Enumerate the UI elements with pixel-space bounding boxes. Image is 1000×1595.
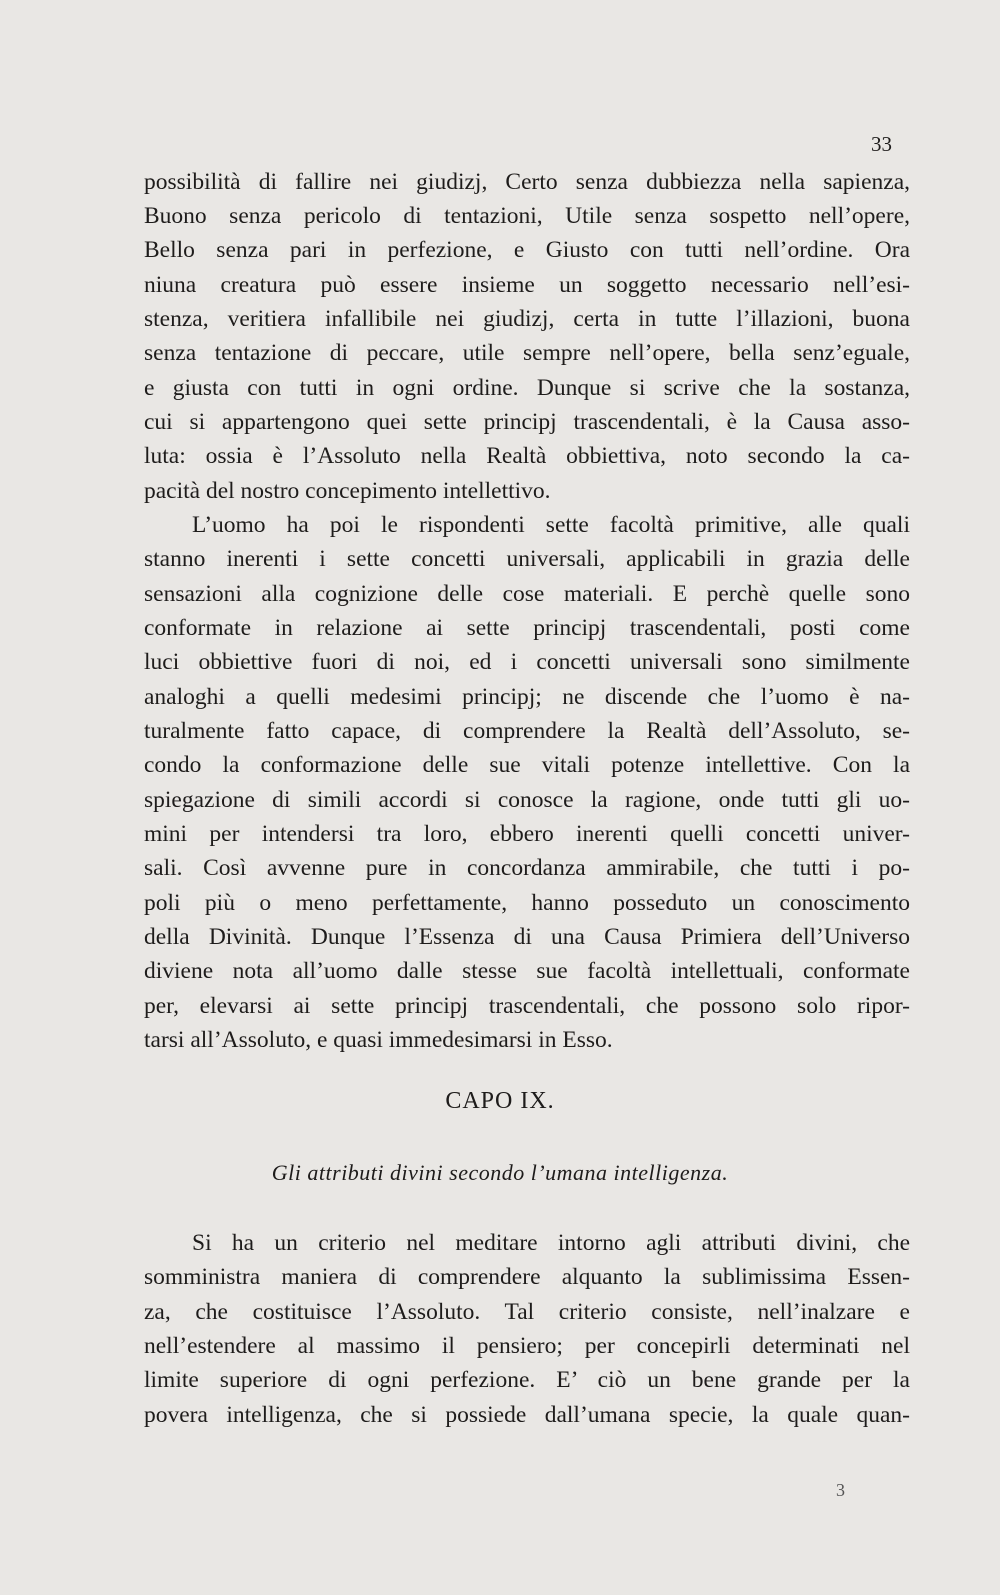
text-line: poli più o meno perfettamente, hanno posseduto un conoscimento xyxy=(144,890,910,916)
text-line: cui si appartengono quei sette principj trascendentali, è la Causa asso- xyxy=(144,409,910,435)
chapter-heading: CAPO IX. xyxy=(445,1088,555,1114)
text-line: limite superiore di ogni perfezione. E’ ciò un bene grande per la xyxy=(144,1367,910,1393)
text-line: turalmente fatto capace, di comprendere la Realtà dell’Assoluto, se- xyxy=(144,718,910,744)
text-line: conformate in relazione ai sette principj trascendentali, posti come xyxy=(144,615,910,641)
text-line: stenza, veritiera infallibile nei giudizj, certa in tutte l’illazioni, buona xyxy=(144,306,910,332)
text-line: Bello senza pari in perfezione, e Giusto con tutti nell’ordine. Ora xyxy=(144,237,910,263)
text-line: sali. Così avvenne pure in concordanza ammirabile, che tutti i po- xyxy=(144,855,910,881)
text-line: Si ha un criterio nel meditare intorno agli attributi divini, che xyxy=(192,1230,910,1256)
text-line: possibilità di fallire nei giudizj, Certo senza dubbiezza nella sapienza, xyxy=(144,169,910,195)
text-line: povera intelligenza, che si possiede dall’umana specie, la quale quan- xyxy=(144,1402,910,1428)
text-line: mini per intendersi tra loro, ebbero inerenti quelli concetti univer- xyxy=(144,821,910,847)
text-line: tarsi all’Assoluto, e quasi immedesimarsi in Esso. xyxy=(144,1027,613,1053)
text-line: Buono senza pericolo di tentazioni, Utile senza sospetto nell’opere, xyxy=(144,203,910,229)
text-line: analoghi a quelli medesimi principj; ne discende che l’uomo è na- xyxy=(144,684,910,710)
text-line: della Divinità. Dunque l’Essenza di una Causa Primiera dell’Universo xyxy=(144,924,910,950)
text-line: nell’estendere al massimo il pensiero; per concepirli determinati nel xyxy=(144,1333,910,1359)
text-line: e giusta con tutti in ogni ordine. Dunque si scrive che la sostanza, xyxy=(144,375,910,401)
text-line: diviene nota all’uomo dalle stesse sue facoltà intellettuali, conformate xyxy=(144,958,910,984)
text-line: spiegazione di simili accordi si conosce la ragione, onde tutti gli uo- xyxy=(144,787,910,813)
text-line: condo la conformazione delle sue vitali potenze intellettive. Con la xyxy=(144,752,910,778)
text-line: za, che costituisce l’Assoluto. Tal criterio consiste, nell’inalzare e xyxy=(144,1299,910,1325)
page-number: 33 xyxy=(871,132,892,156)
text-line: stanno inerenti i sette concetti universali, applicabili in grazia delle xyxy=(144,546,910,572)
signature-mark: 3 xyxy=(836,1480,845,1500)
text-line: somministra maniera di comprendere alquanto la sublimissima Essen- xyxy=(144,1264,910,1290)
text-line: niuna creatura può essere insieme un soggetto necessario nell’esi- xyxy=(144,272,910,298)
text-line: senza tentazione di peccare, utile sempre nell’opere, bella senz’eguale, xyxy=(144,340,910,366)
text-line: per, elevarsi ai sette principj trascendentali, che possono solo ripor- xyxy=(144,993,910,1019)
text-line: sensazioni alla cognizione delle cose materiali. E perchè quelle sono xyxy=(144,581,910,607)
text-line: luci obbiettive fuori di noi, ed i concetti universali sono similmente xyxy=(144,649,910,675)
text-line: pacità del nostro concepimento intellettivo. xyxy=(144,478,551,504)
chapter-subtitle: Gli attributi divini secondo l’umana intelligenza. xyxy=(271,1160,729,1185)
text-line: luta: ossia è l’Assoluto nella Realtà obbiettiva, noto secondo la ca- xyxy=(144,443,910,469)
text-line: L’uomo ha poi le rispondenti sette facoltà primitive, alle quali xyxy=(192,512,910,538)
